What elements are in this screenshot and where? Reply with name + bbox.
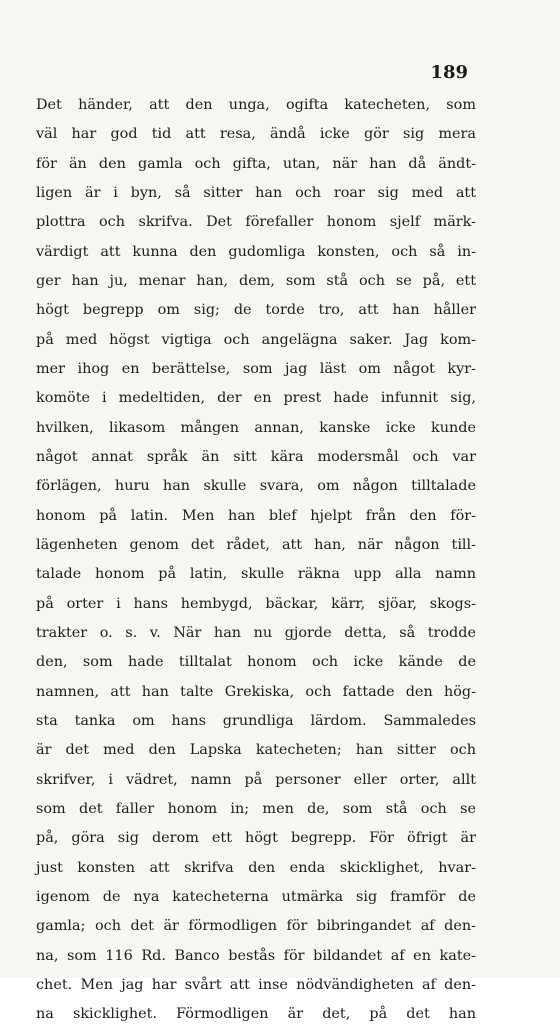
- text-line: chet. Men jag har svårt att inse nödvändigheten af den-: [36, 976, 476, 993]
- text-line: ger han ju, menar han, dem, som stå och se på, ett: [36, 272, 476, 289]
- text-line: väl har god tid att resa, ändå icke gör sig mera: [36, 126, 476, 143]
- text-line: na skicklighet. Förmodligen är det, på det han: [36, 1006, 476, 1023]
- text-line: honom på latin. Men han blef hjelpt från den för-: [36, 507, 476, 524]
- text-line: är det med den Lapska katecheten; han sitter och: [36, 742, 476, 759]
- text-line: för än den gamla och gifta, utan, när han då ändt-: [36, 155, 476, 172]
- text-line: gamla; och det är förmodligen för bibringandet af den-: [36, 918, 476, 935]
- text-line: sta tanka om hans grundliga lärdom. Sammaledes: [36, 712, 476, 729]
- text-line: namnen, att han talte Grekiska, och fattade den hög-: [36, 683, 476, 700]
- text-line: på med högst vigtiga och angelägna saker. Jag kom-: [36, 331, 476, 348]
- text-line: Det händer, att den unga, ogifta katecheten, som: [36, 97, 476, 113]
- text-line: komöte i medeltiden, der en prest hade infunnit sig,: [36, 390, 476, 407]
- text-line: den, som hade tilltalat honom och icke kände de: [36, 654, 476, 671]
- text-line: hvilken, likasom mången annan, kanske icke kunde: [36, 419, 476, 436]
- text-line: skrifver, i vädret, namn på personer eller orter, allt: [36, 771, 476, 788]
- text-line: något annat språk än sitt kära modersmål och var: [36, 448, 476, 465]
- text-line: plottra och skrifva. Det förefaller honom sjelf märk-: [36, 214, 476, 231]
- text-line: trakter o. s. v. När han nu gjorde detta, så trodde: [36, 624, 476, 641]
- text-line: på, göra sig derom ett högt begrepp. För öfrigt är: [36, 830, 476, 847]
- text-line: förlägen, huru han skulle svara, om någon tilltalade: [36, 478, 476, 495]
- text-line: igenom de nya katecheterna utmärka sig framför de: [36, 888, 476, 905]
- text-line: på orter i hans hembygd, bäckar, kärr, sjöar, skogs-: [36, 595, 476, 612]
- text-line: högt begrepp om sig; de torde tro, att han håller: [36, 302, 476, 319]
- text-line: värdigt att kunna den gudomliga konsten, och så in-: [36, 243, 476, 260]
- text-line: ligen är i byn, så sitter han och roar sig med att: [36, 184, 476, 201]
- text-line: na, som 116 Rd. Banco bestås för bildandet af en kate-: [36, 947, 476, 964]
- text-line: lägenheten genom det rådet, att han, när någon till-: [36, 536, 476, 553]
- text-line: mer ihog en berättelse, som jag läst om något kyr-: [36, 360, 476, 377]
- body-text: [36, 91, 476, 1030]
- page-number: 189: [430, 62, 468, 83]
- text-line: talade honom på latin, skulle räkna upp alla namn: [36, 566, 476, 583]
- text-line: som det faller honom in; men de, som stå och se: [36, 800, 476, 817]
- text-line: just konsten att skrifva den enda skicklighet, hvar-: [36, 859, 476, 876]
